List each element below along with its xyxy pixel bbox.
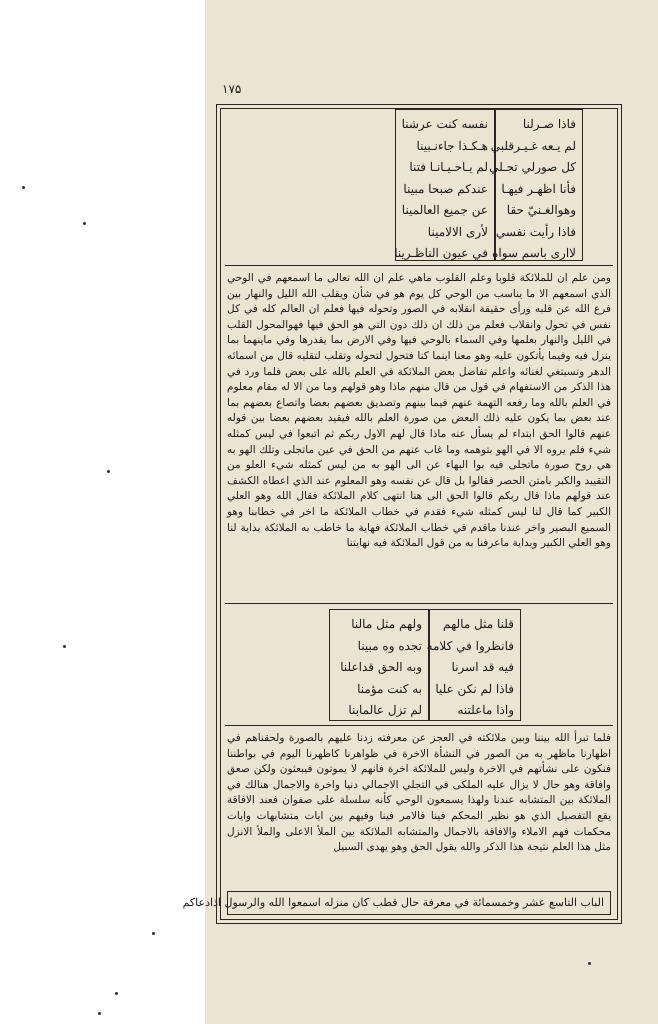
poem-block-1	[227, 109, 611, 261]
poem-block-2	[227, 609, 611, 721]
verse-line: لأرى الالامينا	[427, 224, 488, 239]
divider-rule	[225, 725, 613, 726]
poem-left-column	[395, 109, 495, 261]
verse-line: فاذا رأيت نفسي	[495, 224, 576, 239]
verse-line: ولهم مثل مالنا	[351, 617, 422, 631]
ink-speck	[63, 645, 66, 648]
verse-line: لاارى باسم سواه	[492, 246, 576, 260]
page-number: ۱۷۵	[222, 82, 242, 96]
verse-line: قلنا مثل مالهم	[442, 617, 514, 631]
verse-line: عن جميع العالمينا	[401, 203, 488, 217]
verse-line: وبه الحق قداعلنا	[340, 660, 422, 674]
verse-line: في عيون الناظـرينا	[394, 246, 488, 260]
chapter-heading: الباب التاسع عشر وخمسمائة في معرفة حال قطب كان منزله اسمعوا الله والرسول اذادعاكم	[227, 891, 611, 915]
prose-paragraph-1: ومن علم ان للملائكة قلوبا وعلم القلوب ماهي علم ان الله تعالى ما اسمعهم في الوحي الذي اسمعهم الا ما يناسب من الوحي كل يوم هو في شأن ويقلب الله الليل والنهار بين فرع الله عن قلبه ورأى حقيقة انقلابه في الصور وتحوله فيها فعلم ان العالم كله في كل نفس في تحول وانقلاب فعلم من ذلك ان ذلك دون التي هو الحق فيها فهوالمحول القلب في الليل والنهار بعلمها وفي السماء بالوحي فيها وفي الارض بما يقدرها وفي ماينهما بما ينزل فيه وفيما يأتكون عليه وهو معنا اينما كنا فتحول لتحوله وتقلب لتقلبه قال من اسمائه الدهر وتسبتغي لغنائه واعلم تفاضل بعض الملائكة في العلم بالله على بعض فلما ورد في هذا الذكر من الاستفهام في قول من قال منهم ماذا وهو قولهم وما من الا له مقام معلوم في العلم بالله وما رفعه التهمة عنهم فيما بينهم وتصديق بعضهم بعضا واتصاع بعضهم بما عند بعض بما يكون عليه ذلك البعض من صورة العلم بالله فيقيد بعضهم بعضا بين قوله عنهم قالوا الحق ابتداء لم يسأل عنه ماذا قال لهم الاول ربكم ثم اتبعوا في ليس كمثله شيء فلم يروه الا في الهو بتوهمه وما غاب عنهم من الحق في عين ماتجلى وتلك الهو به هي روح صورة ماتجلى فيه بوا البهاء عن الى الهو به من ليس كمثله شيء العلو من التقييد والكبر بامتن الحصر فقالوا بل قال عن نفسه وهو المعلوم عند الذي اعطاه الكشف عند قولهم ماذا قال ربكم قالوا الحق الى هنا انتهى كلام الملائكة فقال الله وهو العلي الكبير كما قال لنا ليس كمثله شيء فقدم في خطاب الملائكة ما اخر في خطابنا وهو السميع البصير واخر عندنا ماقدم في خطاب الملائكة فهاية ما خاطب به الملائكة بداية لنا وهو العلي الكبير وبداية ماعرفنا به من قول الملائكة فيه نهايتنا	[227, 272, 611, 550]
ink-speck	[83, 222, 86, 225]
poem-right-column	[426, 609, 521, 721]
verse-line: فأنا اظهـر فيهـا	[501, 181, 576, 196]
verse-line: كل صورلي تجـلي	[489, 160, 576, 174]
ink-speck	[98, 1012, 101, 1015]
verse-line: به كنت مؤمنا	[357, 681, 422, 696]
poem-left-column	[329, 609, 429, 721]
verse-line: عندكم صبحا مبينا	[403, 181, 488, 196]
prose-paragraph-2: فلما تبرأ الله بيننا وبين ملائكته في العجز عن معرفته زدنا عليهم بالصورة ولحقناهم في اظهارنا ماظهر به من الصور في النشأة الاخرة في ظواهرنا كاظهرنا اليوم في بواطننا فنكون على نشأتهم في الاخرة وليس للملائكة اخرة فانهم لا يموتون فيبعثون ولكن صعق وافاقة وهو حال لا يزال عليه الملكى في التجلي الاجمالي دنيا واخرة والاجمال هنالك في الملائكة بين المتشابه عندنا ولهذا يسمعون الوحي كأنه سلسلة على صفوان فعند الافاقة يقع التفصيل الذي هو نظير المحكم فينا فالامر فينا وفيهم بين ايات متشابهات وايات محكمات فهم الاملاء والافاقة بالاجمال والمتشابه الملائكة بين الملأ الاعلى والملأ الانزل مثل هذا العلم نتيجة هذا الذكر والله يقول الحق وهو يهدى السبيل	[227, 732, 611, 854]
text-frame	[182, 104, 622, 924]
verse-line: فانظروا في كلامه	[426, 638, 514, 653]
divider-rule	[225, 603, 613, 604]
blank-left-margin	[0, 0, 205, 1024]
poem-right-column	[489, 109, 583, 261]
verse-line: لم يـاحـيـانـا فتنا	[409, 160, 488, 174]
verse-line: لم تزل عالمابنا	[348, 703, 422, 717]
verse-line: واذا ماعلتنه	[457, 703, 514, 717]
ink-speck	[107, 470, 110, 473]
ink-speck	[588, 962, 591, 965]
verse-line: وهوالغـنيّ حقا	[506, 203, 576, 217]
ink-speck	[152, 932, 155, 935]
verse-line: فاذا لم نكن عليا	[435, 681, 514, 696]
verse-line: تجده وه مبينا	[357, 638, 422, 653]
verse-line: فاذا صـرلنا	[522, 117, 576, 131]
divider-rule	[225, 265, 613, 266]
verse-line: نفسه كنت عرشنا	[401, 117, 488, 131]
verse-line: لم يـعه غـيـرقلبي	[490, 138, 576, 153]
ink-speck	[115, 992, 118, 995]
verse-line: فيه قد اسرنا	[451, 660, 514, 674]
verse-line: هـكـذا جاءنـبينا	[416, 138, 488, 153]
ink-speck	[22, 186, 25, 189]
